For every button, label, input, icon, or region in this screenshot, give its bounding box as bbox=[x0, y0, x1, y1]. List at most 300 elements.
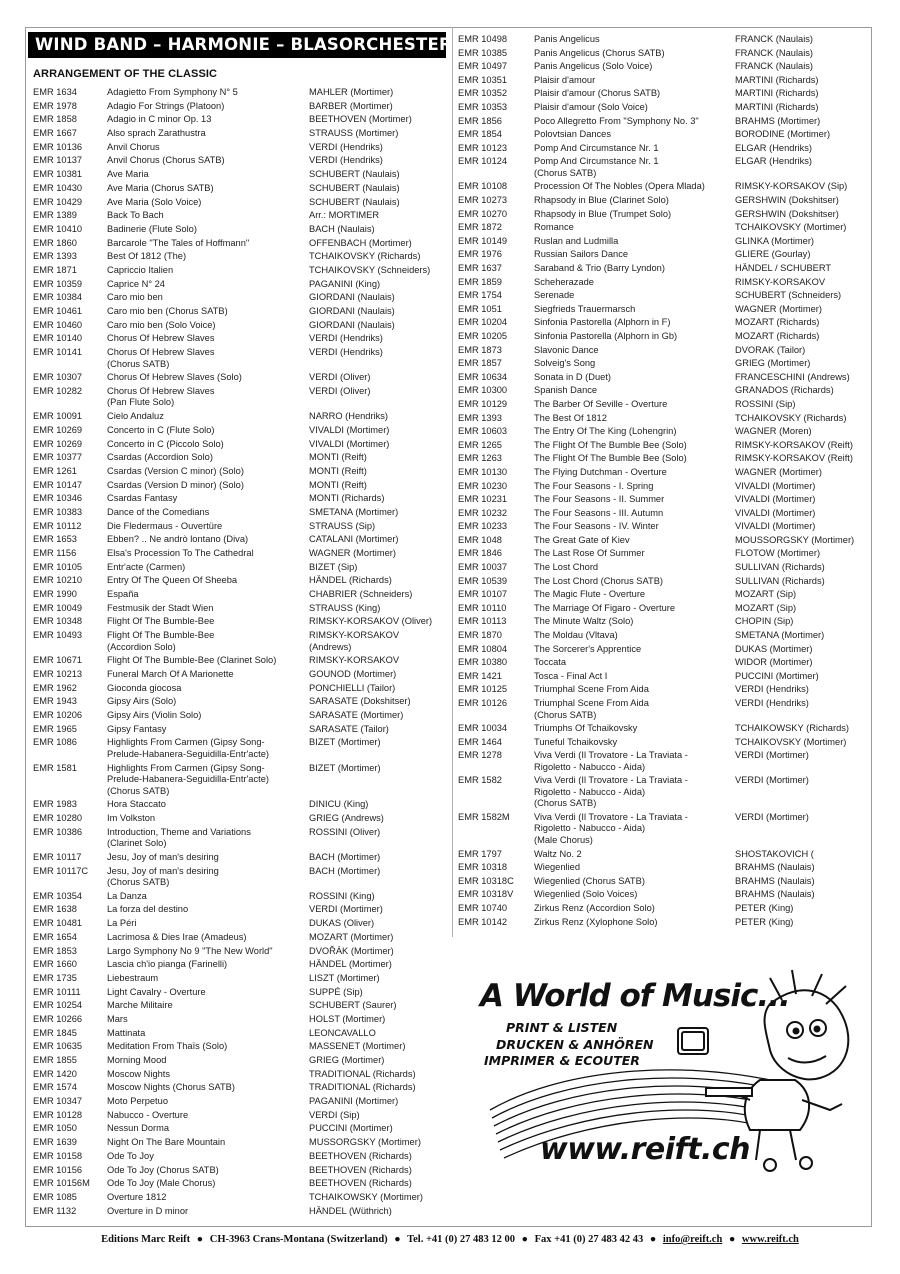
catalog-row bbox=[458, 331, 866, 343]
catalog-row bbox=[33, 827, 443, 850]
catalog-row bbox=[458, 453, 866, 465]
catalog-title: La forza del destino bbox=[107, 904, 189, 915]
catalog-row bbox=[33, 959, 443, 971]
catalog-composer: GRANADOS (Richards) bbox=[735, 385, 834, 396]
catalog-title: Cielo Andaluz bbox=[107, 411, 164, 422]
catalog-row bbox=[33, 466, 443, 478]
catalog-row bbox=[458, 222, 866, 234]
catalog-code: EMR 1943 bbox=[33, 696, 77, 707]
catalog-code: EMR 10740 bbox=[458, 902, 508, 913]
catalog-row bbox=[33, 87, 443, 99]
catalog-row bbox=[458, 195, 866, 207]
catalog-composer: FRANCESCHINI (Andrews) bbox=[735, 371, 850, 382]
catalog-title: Also sprach Zarathustra bbox=[107, 128, 206, 139]
catalog-title: Moscow Nights bbox=[107, 1068, 171, 1079]
catalog-row bbox=[458, 630, 866, 642]
catalog-row bbox=[33, 238, 443, 250]
catalog-code: EMR 10351 bbox=[458, 74, 508, 85]
catalog-composer: VERDI (Hendriks) bbox=[309, 333, 383, 344]
catalog-composer: FRANCK (Naulais) bbox=[735, 61, 814, 72]
catalog-code: EMR 1870 bbox=[458, 630, 502, 641]
catalog-row bbox=[33, 724, 443, 736]
catalog-composer: MAHLER (Mortimer) bbox=[309, 87, 394, 97]
catalog-title: The Lost Chord bbox=[534, 562, 599, 573]
catalog-row bbox=[33, 320, 443, 332]
catalog-code: EMR 10380 bbox=[458, 657, 508, 668]
catalog-row bbox=[33, 425, 443, 437]
catalog-code: EMR 1085 bbox=[33, 1191, 77, 1202]
catalog-title: Mars bbox=[107, 1013, 128, 1024]
catalog-composer: GLIERE (Gourlay) bbox=[735, 249, 811, 260]
catalog-code: EMR 1857 bbox=[458, 358, 502, 369]
catalog-code: EMR 10158 bbox=[33, 1150, 83, 1161]
catalog-row bbox=[33, 946, 443, 958]
catalog-row bbox=[458, 249, 866, 261]
catalog-title: Badinerie (Flute Solo) bbox=[107, 223, 197, 234]
catalog-title: Chorus Of Hebrew Slaves bbox=[107, 333, 215, 344]
catalog-title: Highlights From Carmen (Gipsy Song- Prelude-Habanera-Seguidilla-Entr'acte) bbox=[107, 737, 269, 759]
page-banner: WIND BAND – HARMONIE – BLASORCHESTER bbox=[28, 32, 446, 58]
catalog-code: EMR 1421 bbox=[458, 670, 502, 681]
catalog-code: EMR 10105 bbox=[33, 561, 83, 572]
catalog-code: EMR 10460 bbox=[33, 319, 83, 330]
catalog-code: EMR 10493 bbox=[33, 630, 83, 641]
catalog-code: EMR 10318 bbox=[458, 862, 508, 873]
catalog-code: EMR 1156 bbox=[33, 548, 77, 558]
catalog-composer: SHOSTAKOVICH ( bbox=[735, 848, 814, 859]
catalog-composer: BIZET (Mortimer) bbox=[309, 737, 381, 748]
catalog-title: Im Volkston bbox=[107, 813, 156, 823]
catalog-composer: BRAHMS (Naulais) bbox=[735, 875, 815, 886]
catalog-title: Hora Staccato bbox=[107, 799, 166, 810]
catalog-row bbox=[33, 1192, 443, 1204]
catalog-code: EMR 1582 bbox=[458, 775, 502, 786]
catalog-composer: RIMSKY-KORSAKOV (Oliver) bbox=[309, 616, 433, 627]
catalog-code: EMR 10140 bbox=[33, 333, 83, 344]
catalog-composer: BRAHMS (Naulais) bbox=[735, 889, 815, 900]
catalog-composer: VERDI (Hendriks) bbox=[309, 347, 383, 358]
catalog-composer: GRIEG (Mortimer) bbox=[735, 358, 811, 369]
catalog-code: EMR 10147 bbox=[33, 479, 83, 490]
catalog-composer: VERDI (Hendriks) bbox=[309, 141, 383, 152]
catalog-composer: CHOPIN (Sip) bbox=[735, 616, 794, 627]
catalog-composer: TRADITIONAL (Richards) bbox=[309, 1068, 416, 1079]
catalog-title: Wiegenlied (Chorus SATB) bbox=[534, 875, 645, 886]
catalog-composer: TCHAIKOVSKY (Schneiders) bbox=[309, 264, 431, 275]
bullet-icon: ● bbox=[196, 1234, 204, 1245]
catalog-code: EMR 1856 bbox=[458, 115, 502, 126]
catalog-row bbox=[458, 684, 866, 696]
catalog-composer: SARASATE (Tailor) bbox=[309, 723, 389, 734]
catalog-row bbox=[33, 439, 443, 451]
catalog-code: EMR 10112 bbox=[33, 520, 82, 531]
catalog-title: The Minute Waltz (Solo) bbox=[534, 616, 634, 627]
catalog-row bbox=[33, 1082, 443, 1094]
catalog-row bbox=[33, 710, 443, 722]
catalog-code: EMR 1637 bbox=[458, 263, 502, 273]
catalog-title: Ruslan and Ludmilla bbox=[534, 235, 619, 246]
catalog-row bbox=[33, 292, 443, 304]
footer-fax: Fax +41 (0) 27 483 42 43 bbox=[534, 1234, 644, 1245]
catalog-composer: MONTI (Reift) bbox=[309, 465, 367, 476]
catalog-code: EMR 1638 bbox=[33, 904, 77, 915]
catalog-composer: RIMSKY-KORSAKOV bbox=[309, 655, 400, 666]
catalog-row bbox=[458, 889, 866, 901]
catalog-code: EMR 10386 bbox=[33, 826, 83, 837]
catalog-code: EMR 10231 bbox=[458, 494, 508, 505]
catalog-composer: DINICU (King) bbox=[309, 799, 369, 810]
catalog-code: EMR 1667 bbox=[33, 128, 77, 139]
catalog-code: EMR 10128 bbox=[33, 1109, 83, 1120]
footer-web-link[interactable]: www.reift.ch bbox=[741, 1234, 799, 1245]
catalog-composer: TCHAIKOVSKY (Mortimer) bbox=[735, 222, 847, 233]
catalog-composer: VIVALDI (Mortimer) bbox=[735, 494, 816, 505]
catalog-code: EMR 1051 bbox=[458, 303, 502, 314]
catalog-composer: MOZART (Sip) bbox=[735, 602, 797, 613]
catalog-code: EMR 10353 bbox=[458, 101, 508, 112]
catalog-composer: LISZT (Mortimer) bbox=[309, 972, 380, 983]
catalog-composer: RIMSKY-KORSAKOV bbox=[735, 276, 826, 287]
catalog-row bbox=[33, 1055, 443, 1067]
catalog-composer: FRANCK (Naulais) bbox=[735, 34, 814, 44]
catalog-composer: MOZART (Richards) bbox=[735, 317, 820, 328]
catalog-code: EMR 10034 bbox=[458, 723, 508, 734]
catalog-composer: TCHAIKOVSKY (Richards) bbox=[735, 412, 847, 423]
catalog-composer: GERSHWIN (Dokshitser) bbox=[735, 208, 839, 219]
catalog-row bbox=[33, 918, 443, 930]
catalog-composer: ELGAR (Hendriks) bbox=[735, 156, 812, 167]
catalog-title: Plaisir d'amour (Chorus SATB) bbox=[534, 88, 661, 99]
catalog-composer: MASSENET (Mortimer) bbox=[309, 1041, 406, 1052]
catalog-composer: MARTINI (Richards) bbox=[735, 74, 819, 85]
catalog-title: Chorus Of Hebrew Slaves (Pan Flute Solo) bbox=[107, 385, 215, 408]
catalog-title: Liebestraum bbox=[107, 972, 159, 983]
catalog-title: Concerto in C (Piccolo Solo) bbox=[107, 438, 224, 449]
catalog-composer: DUKAS (Oliver) bbox=[309, 918, 375, 929]
catalog-row bbox=[33, 891, 443, 903]
catalog-title: Meditation From Thaïs (Solo) bbox=[107, 1041, 228, 1052]
catalog-row bbox=[458, 116, 866, 128]
catalog-title: Die Fledermaus - Ouvertüre bbox=[107, 520, 223, 531]
catalog-composer: LEONCAVALLO bbox=[309, 1027, 376, 1038]
catalog-composer: HOLST (Mortimer) bbox=[309, 1013, 386, 1024]
catalog-composer: HÄNDEL (Richards) bbox=[309, 575, 392, 586]
catalog-title: La Péri bbox=[107, 918, 137, 929]
catalog-composer: BIZET (Sip) bbox=[309, 561, 358, 572]
catalog-code: EMR 10110 bbox=[458, 602, 507, 613]
catalog-row bbox=[33, 1069, 443, 1081]
catalog-row bbox=[458, 181, 866, 193]
catalog-title: Overture in D minor bbox=[107, 1205, 189, 1216]
catalog-composer: SCHUBERT (Schneiders) bbox=[735, 290, 842, 301]
catalog-composer: SMETANA (Mortimer) bbox=[735, 630, 825, 641]
catalog-title: Csardas (Version C minor) (Solo) bbox=[107, 465, 244, 476]
catalog-composer: BACH (Naulais) bbox=[309, 223, 375, 234]
catalog-row bbox=[458, 467, 866, 479]
catalog-row bbox=[33, 224, 443, 236]
catalog-composer: VIVALDI (Mortimer) bbox=[735, 480, 816, 491]
catalog-code: EMR 1265 bbox=[458, 439, 502, 450]
catalog-composer: PAGANINI (Mortimer) bbox=[309, 1096, 399, 1107]
catalog-row bbox=[458, 345, 866, 357]
catalog-title: Wiegenlied bbox=[534, 862, 580, 873]
catalog-row bbox=[33, 630, 443, 653]
catalog-row bbox=[33, 1123, 443, 1135]
catalog-composer: CHABRIER (Schneiders) bbox=[309, 589, 413, 600]
catalog-row bbox=[33, 197, 443, 209]
catalog-code: EMR 10254 bbox=[33, 1000, 83, 1011]
catalog-code: EMR 10603 bbox=[458, 426, 508, 437]
catalog-composer: VERDI (Mortimer) bbox=[735, 811, 809, 822]
catalog-code: EMR 10124 bbox=[458, 156, 508, 167]
catalog-code: EMR 1634 bbox=[33, 87, 77, 97]
catalog-right-column bbox=[458, 34, 866, 930]
catalog-code: EMR 1582M bbox=[458, 811, 510, 822]
catalog-row bbox=[458, 277, 866, 289]
catalog-row bbox=[33, 799, 443, 811]
catalog-code: EMR 10210 bbox=[33, 575, 83, 586]
catalog-title: Marche Militaire bbox=[107, 1000, 173, 1011]
catalog-code: EMR 1263 bbox=[458, 453, 502, 464]
catalog-code: EMR 1132 bbox=[33, 1205, 77, 1216]
catalog-title: Festmusik der Stadt Wien bbox=[107, 602, 214, 613]
catalog-title: Funeral March Of A Marionette bbox=[107, 669, 234, 679]
catalog-code: EMR 10539 bbox=[458, 575, 508, 586]
catalog-title: The Flight Of The Bumble Bee (Solo) bbox=[534, 453, 687, 464]
catalog-title: Jesu, Joy of man's desiring bbox=[107, 851, 219, 862]
catalog-title: Ebben? .. Ne andrò lontano (Diva) bbox=[107, 534, 249, 545]
catalog-code: EMR 1965 bbox=[33, 723, 77, 734]
catalog-code: EMR 10232 bbox=[458, 507, 508, 518]
catalog-code: EMR 1976 bbox=[458, 249, 502, 260]
catalog-composer: PONCHIELLI (Tailor) bbox=[309, 682, 396, 693]
catalog-composer: VERDI (Mortimer) bbox=[309, 904, 383, 915]
catalog-composer: ROSSINI (Sip) bbox=[735, 398, 796, 409]
catalog-code: EMR 1860 bbox=[33, 237, 77, 248]
catalog-row bbox=[33, 493, 443, 505]
catalog-code: EMR 10377 bbox=[33, 452, 83, 463]
catalog-composer: VIVALDI (Mortimer) bbox=[309, 438, 390, 449]
catalog-code: EMR 1873 bbox=[458, 344, 502, 355]
catalog-composer: STRAUSS (King) bbox=[309, 602, 381, 613]
catalog-row bbox=[33, 904, 443, 916]
catalog-composer: SCHUBERT (Saurer) bbox=[309, 1000, 397, 1011]
catalog-row bbox=[458, 263, 866, 275]
catalog-row bbox=[458, 849, 866, 861]
catalog-composer: STRAUSS (Sip) bbox=[309, 520, 376, 531]
catalog-composer: VERDI (Mortimer) bbox=[735, 775, 809, 786]
catalog-title: Morning Mood bbox=[107, 1055, 167, 1065]
catalog-row bbox=[33, 265, 443, 277]
catalog-code: EMR 10123 bbox=[458, 142, 508, 153]
catalog-code: EMR 10156M bbox=[33, 1178, 90, 1189]
catalog-code: EMR 10461 bbox=[33, 306, 83, 316]
catalog-row bbox=[33, 866, 443, 889]
catalog-composer: VERDI (Hendriks) bbox=[735, 698, 809, 708]
catalog-title: España bbox=[107, 589, 139, 600]
catalog-composer: TRADITIONAL (Richards) bbox=[309, 1082, 416, 1093]
catalog-title: Mattinata bbox=[107, 1027, 146, 1038]
catalog-title: Pomp And Circumstance Nr. 1 bbox=[534, 142, 659, 153]
catalog-row bbox=[458, 903, 866, 915]
catalog-composer: WAGNER (Mortimer) bbox=[735, 303, 822, 314]
catalog-title: Barcarole "The Tales of Hoffmann" bbox=[107, 237, 250, 248]
catalog-row bbox=[458, 657, 866, 669]
catalog-composer: BRAHMS (Naulais) bbox=[735, 862, 815, 873]
catalog-title: Solveig's Song bbox=[534, 358, 596, 369]
catalog-title: Zirkus Renz (Accordion Solo) bbox=[534, 902, 655, 913]
catalog-row bbox=[33, 852, 443, 864]
catalog-code: EMR 10410 bbox=[33, 223, 83, 234]
catalog-row bbox=[33, 1000, 443, 1012]
catalog-row bbox=[458, 426, 866, 438]
catalog-code: EMR 10091 bbox=[33, 411, 83, 422]
catalog-code: EMR 10635 bbox=[33, 1041, 83, 1052]
catalog-code: EMR 10280 bbox=[33, 813, 83, 823]
catalog-row bbox=[33, 452, 443, 464]
catalog-title: The Lost Chord (Chorus SATB) bbox=[534, 575, 663, 586]
catalog-code: EMR 10352 bbox=[458, 88, 508, 99]
catalog-title: Night On The Bare Mountain bbox=[107, 1137, 226, 1148]
catalog-code: EMR 1853 bbox=[33, 945, 77, 956]
footer-email-link[interactable]: info@reift.ch bbox=[662, 1234, 723, 1245]
catalog-row bbox=[458, 317, 866, 329]
catalog-title: Nessun Dorma bbox=[107, 1123, 170, 1134]
catalog-row bbox=[33, 696, 443, 708]
catalog-composer: CATALANI (Mortimer) bbox=[309, 534, 399, 545]
catalog-title: Plaisir d'amour (Solo Voice) bbox=[534, 101, 648, 112]
catalog-title: Caro mio ben bbox=[107, 292, 163, 303]
catalog-left-column bbox=[33, 87, 443, 1219]
catalog-code: EMR 10137 bbox=[33, 155, 83, 166]
catalog-code: EMR 10111 bbox=[33, 986, 81, 997]
catalog-code: EMR 10300 bbox=[458, 385, 508, 396]
catalog-title: Panis Angelicus bbox=[534, 34, 600, 44]
catalog-row bbox=[458, 508, 866, 520]
catalog-row bbox=[33, 763, 443, 798]
catalog-row bbox=[33, 210, 443, 222]
catalog-row bbox=[458, 209, 866, 221]
catalog-row bbox=[458, 61, 866, 73]
catalog-code: EMR 10671 bbox=[33, 655, 83, 666]
catalog-composer: VERDI (Hendriks) bbox=[735, 684, 809, 695]
catalog-composer: FLOTOW (Mortimer) bbox=[735, 548, 821, 559]
catalog-row bbox=[33, 1028, 443, 1040]
catalog-code: EMR 10107 bbox=[458, 589, 508, 600]
catalog-title: Sonata in D (Duet) bbox=[534, 371, 611, 382]
catalog-composer: STRAUSS (Mortimer) bbox=[309, 128, 399, 139]
catalog-row bbox=[33, 932, 443, 944]
catalog-row bbox=[458, 290, 866, 302]
catalog-title: Ode To Joy bbox=[107, 1150, 154, 1161]
catalog-row bbox=[33, 155, 443, 167]
catalog-code: EMR 1653 bbox=[33, 534, 77, 545]
catalog-title: Wiegenlied (Solo Voices) bbox=[534, 889, 638, 900]
catalog-composer: TCHAIKOWSKY (Mortimer) bbox=[309, 1191, 423, 1202]
catalog-code: EMR 10307 bbox=[33, 372, 83, 383]
catalog-composer: VERDI (Oliver) bbox=[309, 372, 371, 383]
catalog-title: Light Cavalry - Overture bbox=[107, 986, 206, 997]
catalog-title: Rhapsody in Blue (Trumpet Solo) bbox=[534, 208, 672, 219]
catalog-row bbox=[458, 385, 866, 397]
catalog-composer: ELGAR (Hendriks) bbox=[735, 142, 812, 153]
catalog-code: EMR 1048 bbox=[458, 534, 502, 545]
catalog-title: Panis Angelicus (Solo Voice) bbox=[534, 61, 653, 72]
catalog-code: EMR 1464 bbox=[458, 736, 502, 747]
catalog-composer: RIMSKY-KORSAKOV (Andrews) bbox=[309, 630, 400, 652]
catalog-row bbox=[33, 1206, 443, 1218]
catalog-title: Ode To Joy (Chorus SATB) bbox=[107, 1164, 219, 1175]
catalog-code: EMR 1660 bbox=[33, 959, 77, 970]
catalog-composer: GIORDANI (Naulais) bbox=[309, 292, 395, 303]
catalog-title: Zirkus Renz (Xylophone Solo) bbox=[534, 916, 658, 927]
catalog-row bbox=[458, 616, 866, 628]
catalog-row bbox=[33, 1014, 443, 1026]
catalog-row bbox=[33, 333, 443, 345]
catalog-composer: WAGNER (Mortimer) bbox=[309, 548, 396, 558]
catalog-title: Highlights From Carmen (Gipsy Song- Prelude-Habanera-Seguidilla-Entr'acte) (Chorus SATB) bbox=[107, 762, 269, 796]
catalog-composer: DVOŘÁK (Mortimer) bbox=[309, 945, 394, 956]
catalog-row bbox=[33, 114, 443, 126]
catalog-title: Caro mio ben (Solo Voice) bbox=[107, 319, 216, 330]
catalog-title: Rhapsody in Blue (Clarinet Solo) bbox=[534, 195, 669, 206]
catalog-title: The Moldau (Vltava) bbox=[534, 630, 618, 641]
ad-line-1: PRINT & LISTEN bbox=[506, 1020, 618, 1035]
catalog-code: EMR 10230 bbox=[458, 480, 508, 491]
ad-url[interactable]: www.reift.ch bbox=[540, 1132, 750, 1167]
catalog-composer: MOZART (Mortimer) bbox=[309, 931, 394, 942]
catalog-row bbox=[458, 494, 866, 506]
catalog-title: Triumphs Of Tchaikovsky bbox=[534, 723, 638, 734]
catalog-composer: BORODINE (Mortimer) bbox=[735, 129, 831, 140]
catalog-composer: PAGANINI (King) bbox=[309, 278, 381, 289]
catalog-code: EMR 10269 bbox=[33, 424, 83, 435]
catalog-title: The Best Of 1812 bbox=[534, 412, 607, 423]
catalog-row bbox=[458, 603, 866, 615]
catalog-title: Saraband & Trio (Barry Lyndon) bbox=[534, 263, 665, 273]
catalog-code: EMR 10804 bbox=[458, 643, 508, 654]
catalog-row bbox=[33, 1137, 443, 1149]
catalog-code: EMR 10136 bbox=[33, 141, 83, 152]
catalog-code: EMR 1845 bbox=[33, 1027, 77, 1038]
footer-publisher: Editions Marc Reift bbox=[101, 1234, 191, 1245]
catalog-composer: GRIEG (Andrews) bbox=[309, 813, 384, 823]
catalog-composer: PETER (King) bbox=[735, 902, 794, 913]
catalog-title: Nabucco - Overture bbox=[107, 1109, 189, 1120]
catalog-title: Ave Maria bbox=[107, 169, 149, 180]
catalog-composer: OFFENBACH (Mortimer) bbox=[309, 237, 412, 248]
catalog-row bbox=[458, 236, 866, 248]
catalog-title: The Barber Of Seville - Overture bbox=[534, 398, 668, 409]
catalog-code: EMR 1050 bbox=[33, 1123, 77, 1134]
bullet-icon: ● bbox=[649, 1234, 657, 1245]
catalog-title: Spanish Dance bbox=[534, 385, 598, 396]
catalog-row bbox=[458, 862, 866, 874]
catalog-code: EMR 10346 bbox=[33, 493, 83, 504]
catalog-code: EMR 10498 bbox=[458, 34, 508, 44]
catalog-title: Anvil Chorus (Chorus SATB) bbox=[107, 155, 225, 166]
catalog-title: Elsa's Procession To The Cathedral bbox=[107, 548, 254, 558]
catalog-row bbox=[33, 347, 443, 370]
catalog-title: Flight Of The Bumble-Bee (Accordion Solo) bbox=[107, 630, 215, 652]
catalog-row bbox=[458, 304, 866, 316]
catalog-composer: MONTI (Richards) bbox=[309, 493, 385, 504]
catalog-composer: MOUSSORGSKY (Mortimer) bbox=[735, 534, 855, 545]
catalog-composer: SCHUBERT (Naulais) bbox=[309, 196, 400, 207]
catalog-code: EMR 10273 bbox=[458, 195, 508, 206]
catalog-row bbox=[33, 411, 443, 423]
catalog-composer: GLINKA (Mortimer) bbox=[735, 235, 815, 246]
